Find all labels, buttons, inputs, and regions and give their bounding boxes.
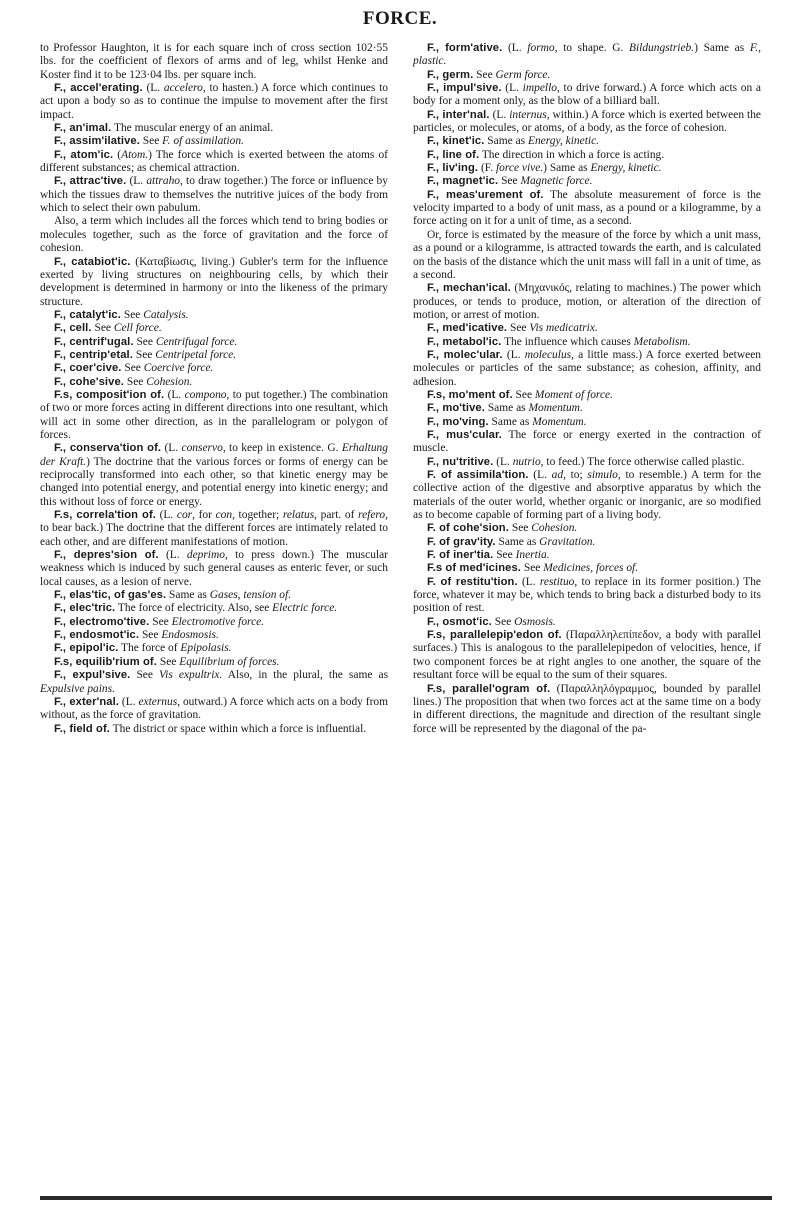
entry-headword: F., cohe'sive. <box>54 375 124 388</box>
entry-headword: F., mo'ving. <box>427 415 489 428</box>
entry-italic-term: ad <box>551 469 564 481</box>
dictionary-entry <box>413 189 761 229</box>
entry-headword: F., osmot'ic. <box>427 615 492 628</box>
entry-headword: F., assim'ilative. <box>54 135 140 148</box>
dictionary-entry <box>40 696 388 723</box>
entry-italic-term: Magnetic force. <box>520 175 593 188</box>
dictionary-entry <box>413 175 761 188</box>
entry-text: (Παραλληλεπίπεδον, a body with parallel surfaces.) This is analogous to the parallelepipedon of velocities, hence, if two component forces be at right angles to one another, the square of the resultant force will be equal to the sum of their squares. <box>413 629 761 682</box>
entry-headword: F.s, parallelepip'edon of. <box>427 629 562 642</box>
entry-headword: F., med'icative. <box>427 322 508 335</box>
dictionary-entry <box>40 309 388 322</box>
entry-text: The direction in which a force is acting. <box>479 148 665 161</box>
entry-text: See <box>491 615 515 628</box>
entry-italic-term: refero <box>358 509 386 522</box>
entry-italic-term: Centrifugal force. <box>155 335 238 348</box>
entry-headword: F., metabol'ic. <box>427 335 502 348</box>
entry-italic-term: cor <box>176 509 193 522</box>
entry-italic-term: Cohesion. <box>531 522 578 535</box>
entry-headword: F., form'ative. <box>427 42 503 54</box>
entry-text: (L. <box>156 509 177 522</box>
entry-italic-term: Gravitation. <box>539 535 596 548</box>
entry-italic-term: con <box>215 509 233 522</box>
entry-text: Also, a term which includes all the forces which tend to bring bodies or molecules together, such as the force of gravitation and the force of cohesion. <box>40 215 388 255</box>
entry-headword: F., magnet'ic. <box>427 175 499 188</box>
entry-text: Same as <box>484 402 529 415</box>
dictionary-entry <box>413 456 761 469</box>
entry-text: , to press down.) The muscular weakness which is induced by such general causes as enteric fever, or such local causes, as a lesion of nerve. <box>40 549 388 588</box>
entry-headword: F., depres'sion of. <box>54 549 159 562</box>
entry-text: , outward.) A force which acts on a body from without, as the force of gravitation. <box>40 695 388 722</box>
entry-text: The muscular energy of an animal. <box>111 122 274 135</box>
dictionary-entry <box>413 576 761 616</box>
dictionary-entry <box>40 322 388 335</box>
dictionary-entry <box>413 389 761 402</box>
entry-text: See <box>512 388 535 401</box>
dictionary-entry <box>40 629 388 642</box>
entry-italic-term: F. of assimilation. <box>162 135 244 148</box>
entry-italic-term: Germ force. <box>495 68 551 81</box>
entry-text: ) The doctrine that the various forces or forms of energy can be reciprocally transformed into each other, so that kinetic energy may be changed into potential energy, and potential energy into kinetic energy; and this without loss of force or energy. <box>40 455 388 508</box>
entry-italic-term: force vive. <box>495 162 544 175</box>
entry-text: See <box>507 322 530 335</box>
dictionary-entry <box>40 723 388 736</box>
dictionary-entry <box>413 349 761 389</box>
entry-headword: F.s, composit'ion of. <box>54 388 165 401</box>
entry-headword: F. of assimila'tion. <box>427 469 529 481</box>
entry-text: (L. <box>489 108 510 121</box>
entry-italic-term: Vis medicatrix. <box>529 322 598 335</box>
entry-text: , to put together.) The combination of two or more forces acting in different directions into one resultant, which will act in some other direction, as in the parallelogram or polygon of forces. <box>40 388 388 441</box>
entry-headword: F., molec'ular. <box>427 348 503 361</box>
dictionary-entry <box>40 642 388 655</box>
entry-text: (Παραλληλόγραμμος, bounded by parallel lines.) The proposition that when two forces act at the same time on a body in different directions, the magnitude and direction of the resultant single force will be represented by the diagonal of the pa- <box>413 682 761 735</box>
entry-text: to Professor Haughton, it is for each square inch of cross section 102·55 lbs. for the coefficient of flexors of arms and of leg, whilst Henke and Koster find it to be 123·04 lbs. per square inch. <box>40 42 388 81</box>
entry-text: , together; <box>232 509 283 522</box>
entry-text: The district or space within which a force is influential. <box>110 722 367 735</box>
entry-text: ) Same as <box>694 42 750 54</box>
dictionary-entry <box>413 616 761 629</box>
entry-text: See <box>123 375 147 388</box>
entry-text: , to hasten.) A force which continues to act upon a body so as to continue the impulse to movement after the first impact. <box>40 82 388 121</box>
entry-text: See <box>156 655 180 668</box>
entry-text: (L. <box>502 42 528 54</box>
dictionary-entry <box>40 442 388 509</box>
entry-italic-term: F., plastic. <box>413 42 762 68</box>
entry-italic-term: Vis expultrix. <box>159 669 223 682</box>
entry-italic-term: moleculus <box>524 348 572 361</box>
entry-text: , to resemble.) A term for the collective action of the digestive and absorptive apparatus by which the materials of the outer world, whether organic or inorganic, are so modified as to become capable of forming part of a living body. <box>413 469 762 522</box>
dictionary-entry <box>40 175 388 215</box>
entry-text: , within.) A force which is exerted between the particles, or molecules, or atoms, of a body, as the force of cohesion. <box>413 108 761 135</box>
dictionary-entry <box>40 602 388 615</box>
entry-headword: F., line of. <box>427 148 480 161</box>
dictionary-entry <box>40 589 388 602</box>
entry-text: Same as <box>484 135 528 148</box>
dictionary-entry <box>40 82 388 122</box>
entry-italic-term: Gases, tension of. <box>209 589 292 602</box>
dictionary-entry <box>413 416 761 429</box>
dictionary-entry <box>40 336 388 349</box>
entry-text: , a little mass.) A force exerted between molecules or particles of the same substance; as cohesion, affinity, and adhesion. <box>413 348 761 388</box>
entry-italic-term: Inertia. <box>515 549 550 562</box>
dictionary-entry <box>413 149 761 162</box>
entry-text: (L. <box>119 695 139 708</box>
dictionary-entry <box>413 135 761 148</box>
entry-text: The influence which causes <box>501 335 634 348</box>
entry-italic-term: Atom. <box>121 148 149 161</box>
entry-text: (F. <box>478 162 496 175</box>
entry-text: The force or energy exerted in the contraction of muscle. <box>413 428 761 455</box>
entry-text: See <box>91 322 114 335</box>
entry-text: ( <box>113 148 122 161</box>
entry-headword: F., expul'sive. <box>54 669 131 682</box>
entry-headword: F.s of med'icines. <box>427 562 521 575</box>
entry-text: (L. <box>142 82 164 95</box>
dictionary-entry <box>40 669 388 696</box>
entry-text: See <box>521 562 544 575</box>
entry-text: See <box>493 549 516 562</box>
entry-italic-term: Electromotive force. <box>171 615 265 628</box>
entry-italic-term: Epipolasis. <box>180 642 232 655</box>
entry-text: See <box>132 348 156 361</box>
dictionary-entry <box>413 683 761 736</box>
entry-text: (L. <box>528 469 552 481</box>
entry-headword: F.s, correla'tion of. <box>54 509 156 522</box>
entry-italic-term: Expulsive pains. <box>40 682 115 695</box>
entry-text: (Μηχανικός, relating to machines.) The power which produces, or tends to produce, motion, or alteration of the direction of motion, or arrest of motion. <box>413 282 761 321</box>
entry-text: See <box>139 135 163 148</box>
entry-headword: F., electromo'tive. <box>54 615 150 628</box>
entry-headword: F., exter'nal. <box>54 695 120 708</box>
entry-text: See <box>139 629 162 642</box>
entry-italic-term: Momentum. <box>528 402 583 415</box>
entry-text: See <box>130 669 160 682</box>
entry-italic-term: relatus <box>282 509 315 522</box>
entry-italic-term: nutrio <box>512 455 541 468</box>
left-column <box>40 42 388 736</box>
entry-italic-term: Energy, kinetic. <box>590 162 662 175</box>
entry-text: , to keep in existence. G. <box>222 442 342 455</box>
entry-headword: F., germ. <box>427 68 474 81</box>
entry-text: (L. <box>501 82 523 95</box>
entry-italic-term: Coercive force. <box>143 362 214 375</box>
entry-text: (L. <box>164 388 185 401</box>
entry-text: , part. of <box>314 509 359 522</box>
entry-italic-term: attraho <box>146 175 181 188</box>
entry-text: , for <box>192 509 216 522</box>
entry-italic-term: restituo <box>539 575 575 588</box>
entry-text: (Καταβίωσις, living.) Gubler's term for the influence exerted by living structures on neighbouring cells, by which their development is determined in harmony or into the likeness of the primary structure. <box>40 255 388 308</box>
entry-headword: F., epipol'ic. <box>54 642 119 655</box>
dictionary-entry <box>413 562 761 575</box>
entry-text: , to feed.) The force otherwise called plastic. <box>540 455 745 468</box>
dictionary-entry <box>413 282 761 322</box>
entry-headword: F.s, equilib'rium of. <box>54 655 157 668</box>
entry-text: See <box>133 335 156 348</box>
entry-headword: F., mo'tive. <box>427 402 485 415</box>
dictionary-entry <box>40 362 388 375</box>
entry-text: (L. <box>502 348 525 361</box>
dictionary-entry <box>40 349 388 362</box>
entry-italic-term: Electric force. <box>272 602 338 615</box>
dictionary-entry <box>413 69 761 82</box>
entry-italic-term: Energy, kinetic. <box>527 135 599 148</box>
entry-headword: F., catalyt'ic. <box>54 308 121 321</box>
entry-text: ) Same as <box>543 162 591 175</box>
right-column <box>413 42 761 736</box>
entry-text: Same as <box>488 415 533 428</box>
entry-italic-term: accelero <box>163 82 203 95</box>
entry-headword: F. of iner'tia. <box>427 549 494 562</box>
entry-text: , to; <box>563 469 588 481</box>
entry-text: See <box>149 615 172 628</box>
entry-text: (L. <box>493 455 513 468</box>
dictionary-entry <box>40 256 388 309</box>
bottom-rule <box>40 1196 772 1200</box>
entry-headword: F. of restitu'tion. <box>427 575 518 588</box>
dictionary-entry <box>40 42 388 82</box>
dictionary-entry <box>413 429 761 456</box>
entry-headword: F., elas'tic, of gas'es. <box>54 589 167 602</box>
entry-headword: F. of cohe'sion. <box>427 522 509 535</box>
dictionary-entry <box>40 376 388 389</box>
entry-headword: F.s, parallel'ogram of. <box>427 682 551 695</box>
entry-headword: F., attrac'tive. <box>54 175 127 188</box>
dictionary-entry <box>413 162 761 175</box>
entry-text: The force of <box>118 642 181 655</box>
entry-italic-term: impello <box>522 82 557 95</box>
entry-italic-term: formo <box>527 42 555 54</box>
entry-headword: F., impul'sive. <box>427 82 502 95</box>
dictionary-entry <box>40 509 388 549</box>
entry-text: , to shape. G. <box>554 42 629 54</box>
dictionary-entry <box>413 549 761 562</box>
entry-italic-term: Momentum. <box>532 415 587 428</box>
entry-italic-term: simulo <box>587 469 618 481</box>
entry-headword: F., liv'ing. <box>427 162 479 175</box>
entry-text: , to bear back.) The doctrine that the different forces are intimately related to each other, and are different manifestations of motion. <box>40 509 389 548</box>
entry-headword: F., atom'ic. <box>54 148 114 161</box>
entry-text: , to draw together.) The force or influence by which the tissues draw to themselves the nutritive juices of the body from which to select their own pabulum. <box>40 175 388 215</box>
entry-headword: F., inter'nal. <box>427 108 490 121</box>
entry-headword: F., kinet'ic. <box>427 135 485 148</box>
entry-headword: F. of grav'ity. <box>427 535 496 548</box>
entry-text: (L. <box>126 175 147 188</box>
entry-headword: F., an'imal. <box>54 122 112 135</box>
entry-text: , to drive forward.) A force which acts on a body for a moment only, as the blow of a billiard ball. <box>413 82 762 108</box>
entry-headword: F., mechan'ical. <box>427 282 511 295</box>
entry-headword: F., nu'tritive. <box>427 455 494 468</box>
entry-text: The force of electricity. Also, see <box>115 602 273 615</box>
entry-italic-term: Equilibrium of forces. <box>179 655 280 668</box>
entry-italic-term: Catalysis. <box>143 308 189 321</box>
entry-headword: F., centrip'etal. <box>54 348 133 361</box>
entry-text: See <box>473 68 496 81</box>
entry-headword: F., meas'urement of. <box>427 188 544 201</box>
entry-headword: F., field of. <box>54 722 110 735</box>
entry-headword: F.s, mo'ment of. <box>427 388 513 401</box>
dictionary-entry <box>40 549 388 589</box>
entry-italic-term: Medicines, forces of. <box>543 562 639 575</box>
dictionary-entry <box>413 402 761 415</box>
entry-italic-term: Cell force. <box>113 322 162 335</box>
entry-text: Same as <box>166 589 210 602</box>
dictionary-entry <box>40 389 388 442</box>
entry-headword: F., cell. <box>54 322 92 335</box>
dictionary-entry <box>413 469 761 522</box>
dictionary-entry <box>413 42 761 69</box>
entry-italic-term: Endosmosis. <box>161 629 219 642</box>
entry-italic-term: Bildungstrieb. <box>628 42 695 54</box>
entry-text: Also, in the plural, the same as <box>222 669 389 682</box>
entry-italic-term: Cohesion. <box>146 375 193 388</box>
entry-italic-term: Metabolism. <box>633 335 691 348</box>
entry-headword: F., accel'erating. <box>54 82 143 95</box>
entry-italic-term: deprimo <box>186 549 225 562</box>
entry-text: The absolute measurement of force is the velocity imparted to a body of unit mass, as a pound or a kilogramme, by a force acting on it for a unit of time, as a second. <box>413 188 761 228</box>
entry-text: See <box>121 362 144 375</box>
dictionary-entry <box>40 122 388 135</box>
entry-text: See <box>508 522 532 535</box>
entry-headword: F., conserva'tion of. <box>54 442 162 455</box>
dictionary-entry <box>40 135 388 148</box>
dictionary-entry <box>413 322 761 335</box>
entry-text: (L. <box>158 549 187 562</box>
dictionary-entry <box>413 109 761 136</box>
dictionary-entry <box>40 616 388 629</box>
entry-italic-term: compono <box>184 388 227 401</box>
entry-text: (L. <box>517 575 540 588</box>
dictionary-entry <box>413 629 761 682</box>
entry-italic-term: Moment of force. <box>534 388 613 401</box>
dictionary-entry <box>413 82 761 109</box>
page-title: FORCE. <box>362 8 438 29</box>
entry-text: See <box>120 308 144 321</box>
entry-headword: F., catabiot'ic. <box>54 255 131 268</box>
entry-text: , to replace in its former position.) The force, whatever it may be, which tends to bring back a disturbed body to its position of rest. <box>413 575 761 615</box>
entry-text: ) The force which is exerted between the atoms of different substances; as chemical attraction. <box>40 148 388 175</box>
entry-headword: F., mus'cular. <box>427 428 503 441</box>
dictionary-entry <box>40 656 388 669</box>
dictionary-entry <box>413 536 761 549</box>
entry-headword: F., elec'tric. <box>54 602 116 615</box>
entry-headword: F., coer'cive. <box>54 362 122 375</box>
entry-italic-term: conservo <box>181 442 223 455</box>
dictionary-entry <box>413 229 761 282</box>
entry-italic-term: Osmosis. <box>514 615 556 628</box>
entry-text: See <box>498 175 521 188</box>
entry-italic-term: Erhaltung der Kraft. <box>40 442 388 468</box>
dictionary-entry <box>413 522 761 535</box>
entry-text: Same as <box>495 535 540 548</box>
dictionary-entry <box>40 215 388 255</box>
dictionary-entry <box>413 336 761 349</box>
entry-headword: F., endosmot'ic. <box>54 629 140 642</box>
entry-headword: F., centrif'ugal. <box>54 335 134 348</box>
entry-italic-term: externus <box>138 695 178 708</box>
entry-italic-term: internus <box>509 108 547 121</box>
entry-text: (L. <box>161 442 182 455</box>
entry-italic-term: Centripetal force. <box>155 348 237 361</box>
entry-text: Or, force is estimated by the measure of the force by which a unit mass, as a pound or a kilogramme, is attracted towards the earth, and is calculated on the basis of the distance which the unit mass will fall in a unit of time, as a second. <box>413 228 761 281</box>
dictionary-entry <box>40 149 388 176</box>
